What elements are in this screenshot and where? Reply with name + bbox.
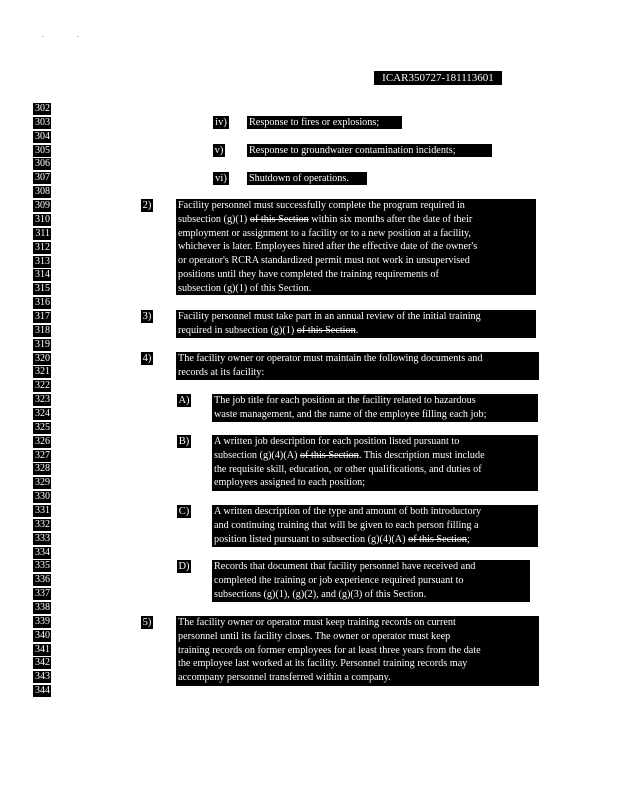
- paragraph-line: [214, 394, 538, 408]
- line-number: 325: [35, 421, 50, 433]
- item-label-3: 3): [142, 311, 152, 322]
- item-label-vi: vi): [213, 172, 229, 185]
- line-text: position listed pursuant to subsection (g)(4)(A): [214, 533, 409, 545]
- line-text: waste management, and the name of the employee filling each job;: [214, 408, 487, 420]
- line-text: subsection (g)(4)(A): [214, 449, 301, 461]
- line-number: 302: [35, 103, 50, 114]
- paragraph-4: [176, 352, 539, 380]
- paragraph-line: [178, 671, 539, 685]
- line-number: 344: [35, 685, 50, 697]
- struck-text: of this Section: [296, 324, 356, 336]
- paragraph-line: [178, 352, 539, 366]
- line-number: 314: [35, 269, 50, 281]
- line-number: 323: [35, 394, 50, 406]
- line-number: 313: [35, 255, 50, 267]
- line-text: Records that document that facility personnel have received and: [214, 561, 476, 572]
- line-number: 316: [35, 297, 50, 308]
- scan-speck: [77, 36, 79, 37]
- line-text: Facility personnel must take part in an annual review of the initial training: [178, 311, 481, 322]
- line-number: 305: [35, 144, 50, 156]
- line-number: 336: [35, 574, 50, 586]
- line-number: 335: [35, 560, 50, 572]
- paragraph-line: [214, 505, 538, 519]
- paragraph-line: [214, 533, 538, 547]
- item-text-v: Response to groundwater contamination incidents;: [247, 144, 492, 157]
- paragraph-B: [212, 435, 538, 491]
- line-number: 311: [33, 228, 51, 240]
- line-text: required in subsection (g)(1): [178, 324, 297, 336]
- item-label-B: B): [178, 436, 190, 447]
- struck-text: of this Section: [249, 213, 309, 225]
- line-number: 328: [35, 463, 50, 475]
- item-label-2: 2): [142, 200, 152, 211]
- paragraph-line: [178, 282, 536, 295]
- line-text: positions until they have completed the training requirements of: [178, 268, 439, 280]
- line-number: 317: [35, 310, 50, 322]
- line-number: 320: [35, 352, 50, 364]
- line-number: 306: [35, 158, 50, 170]
- item-label-C: C): [178, 506, 190, 517]
- line-text: The facility owner or operator must maintain the following documents and: [178, 353, 483, 364]
- line-text: and continuing training that will be given to each person filling a: [214, 519, 479, 531]
- line-text: personnel until its facility closes. The owner or operator must keep: [178, 630, 451, 642]
- item-label-5: 5): [142, 617, 152, 628]
- paragraph-line: [178, 366, 539, 380]
- paragraph-line: [178, 240, 536, 254]
- line-number: 319: [35, 338, 50, 350]
- paragraph-line: [214, 463, 538, 477]
- line-number: 339: [35, 615, 50, 627]
- item-label-A: A): [178, 395, 190, 406]
- line-number: 312: [35, 241, 50, 253]
- paragraph-5: [176, 616, 539, 686]
- paragraph-line: [178, 657, 539, 671]
- item-label-v: v): [214, 145, 224, 156]
- item-label-4: 4): [142, 353, 152, 364]
- line-number: 315: [35, 283, 50, 295]
- line-text: the employee last worked at its facility. Personnel training records may: [178, 658, 468, 670]
- line-text: employees assigned to each position;: [214, 477, 366, 489]
- line-number: 331: [35, 504, 50, 516]
- line-number: 318: [35, 324, 50, 336]
- line-number: 321: [35, 366, 50, 378]
- line-number: 333: [35, 532, 50, 544]
- line-text: or operator's RCRA standardized permit must not work in unsupervised: [178, 255, 470, 267]
- item-text-vi: Shutdown of operations.: [247, 172, 367, 185]
- paragraph-line: [214, 519, 538, 533]
- line-number: 324: [35, 407, 50, 419]
- line-text: Facility personnel must successfully complete the program required in: [178, 200, 465, 211]
- paragraph-line: [214, 588, 530, 602]
- line-text: completed the training or job experience required pursuant to: [214, 574, 464, 586]
- paragraph-line: [178, 199, 536, 213]
- paragraph-line: [214, 449, 538, 463]
- line-number: 308: [35, 186, 50, 198]
- scan-speck: [42, 36, 44, 37]
- paragraph-2: [176, 199, 536, 295]
- line-number: 326: [35, 435, 50, 447]
- line-number: 310: [35, 213, 50, 225]
- paragraph-line: [214, 408, 538, 422]
- line-number: 309: [35, 200, 50, 211]
- line-text: The facility owner or operator must keep training records on current: [178, 617, 456, 628]
- paragraph-line: [178, 254, 536, 268]
- item-text-iv: Response to fires or explosions;: [247, 116, 402, 129]
- paragraph-line: [178, 268, 536, 282]
- line-text-continued: . This description must include: [358, 449, 485, 461]
- line-text-continued: ;: [466, 533, 470, 545]
- paragraph-line: [214, 574, 530, 588]
- item-label-D: D): [178, 561, 190, 572]
- line-number: 330: [35, 491, 50, 503]
- paragraph-C: [212, 505, 538, 547]
- paragraph-line: [178, 616, 539, 630]
- paragraph-line: [178, 644, 539, 658]
- line-number: 342: [35, 657, 50, 669]
- line-number: 332: [35, 518, 50, 530]
- paragraph-D: [212, 560, 530, 602]
- line-text: The job title for each position at the facility related to hazardous: [214, 395, 476, 406]
- line-text: subsection (g)(1) of this Section.: [178, 282, 312, 294]
- line-number: 340: [35, 629, 50, 641]
- line-text: the requisite skill, education, or other qualifications, and duties of: [214, 463, 482, 475]
- line-text: accompany personnel transferred within a company.: [178, 672, 391, 684]
- paragraph-line: [178, 227, 536, 241]
- item-label-iv: iv): [213, 116, 229, 129]
- line-text: training records on former employees for at least three years from the date: [178, 644, 481, 656]
- paragraph-line: [178, 310, 536, 324]
- paragraph-3: [176, 310, 536, 338]
- line-number: 337: [35, 588, 50, 600]
- line-text: A written job description for each position listed pursuant to: [214, 436, 460, 447]
- document-id-header: ICAR350727-181113601: [374, 71, 502, 85]
- paragraph-A: [212, 394, 538, 422]
- line-text: A written description of the type and amount of both introductory: [214, 506, 482, 517]
- line-text: records at its facility:: [178, 366, 265, 378]
- line-number: 329: [35, 477, 50, 489]
- paragraph-line: [214, 476, 538, 490]
- line-number: 338: [35, 602, 50, 613]
- line-number: 327: [35, 449, 50, 461]
- line-number: 304: [35, 130, 50, 142]
- line-text: whichever is later. Employees hired after the effective date of the owner's: [178, 241, 478, 253]
- struck-text: of this Section: [300, 449, 359, 461]
- line-number: 307: [35, 172, 50, 184]
- line-number: 343: [35, 671, 50, 683]
- line-text: employment or assignment to a facility or to a new position at a facility,: [178, 227, 472, 239]
- line-number: 303: [35, 116, 50, 128]
- paragraph-line: [178, 213, 536, 227]
- line-number: 322: [35, 380, 50, 392]
- paragraph-line: [214, 560, 530, 574]
- line-number: 334: [35, 546, 50, 558]
- struck-text: of this Section: [408, 533, 467, 545]
- line-text-continued: .: [355, 324, 359, 336]
- paragraph-line: [178, 630, 539, 644]
- paragraph-line: [214, 435, 538, 449]
- line-text: subsection (g)(1): [178, 213, 250, 225]
- line-number: 341: [35, 643, 50, 655]
- line-text-continued: within six months after the date of their: [308, 213, 473, 225]
- line-text: subsections (g)(1), (g)(2), and (g)(3) of this Section.: [214, 588, 427, 600]
- paragraph-line: [178, 324, 536, 338]
